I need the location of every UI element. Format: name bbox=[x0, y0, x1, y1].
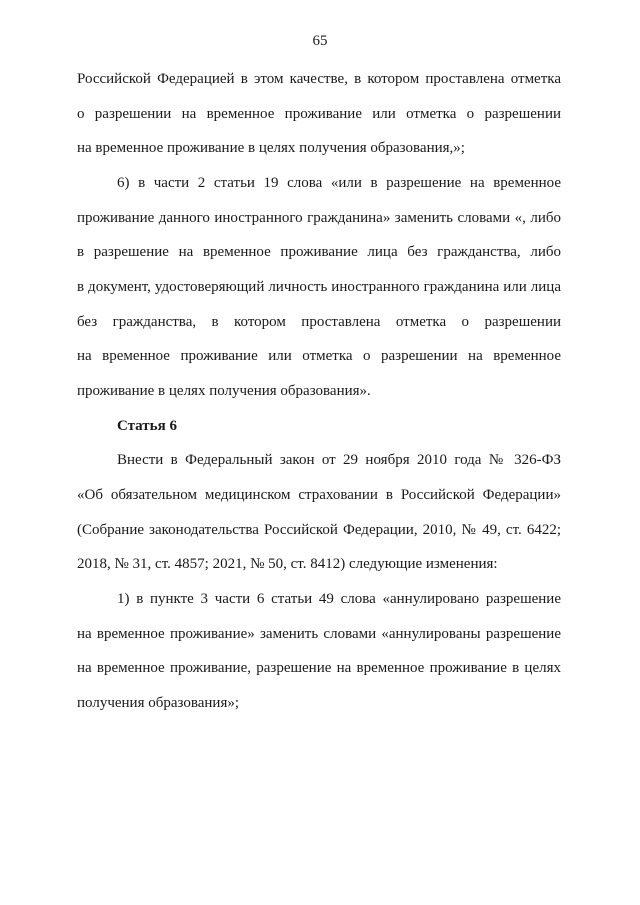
text-line: о разрешении на временное проживание или отметка о разрешении bbox=[77, 106, 561, 122]
text-line: на временное проживание или отметка о разрешении на временное bbox=[77, 348, 561, 364]
text-line: получения образования»; bbox=[77, 695, 240, 711]
text-line: на временное проживание, разрешение на временное проживание в целях bbox=[77, 660, 561, 676]
text-line: 1) в пункте 3 части 6 статьи 49 слова «аннулировано разрешение bbox=[117, 591, 561, 607]
text-line: проживание данного иностранного гражданина» заменить словами «, либо bbox=[77, 210, 561, 226]
text-line: без гражданства, в котором проставлена отметка о разрешении bbox=[77, 314, 561, 330]
page-number: 65 bbox=[312, 33, 328, 49]
text-line: 6) в части 2 статьи 19 слова «или в разрешение на временное bbox=[117, 175, 561, 191]
text-line: (Собрание законодательства Российской Федерации, 2010, № 49, ст. 6422; bbox=[77, 522, 561, 538]
text-line: на временное проживание» заменить словами «аннулированы разрешение bbox=[77, 626, 561, 642]
text-line: Внести в Федеральный закон от 29 ноября 2010 года № 326-ФЗ bbox=[117, 452, 561, 468]
text-line: в документ, удостоверяющий личность иностранного гражданина или лица bbox=[77, 279, 561, 295]
text-line: Российской Федерацией в этом качестве, в котором проставлена отметка bbox=[77, 71, 561, 87]
text-line: проживание в целях получения образования». bbox=[77, 383, 371, 399]
text-line: «Об обязательном медицинском страховании в Российской Федерации» bbox=[77, 487, 561, 503]
text-line: в разрешение на временное проживание лица без гражданства, либо bbox=[77, 244, 561, 260]
article-heading: Статья 6 bbox=[117, 418, 177, 434]
text-line: на временное проживание в целях получения образования,»; bbox=[77, 140, 465, 156]
text-line: 2018, № 31, ст. 4857; 2021, № 50, ст. 8412) следующие изменения: bbox=[77, 556, 498, 572]
